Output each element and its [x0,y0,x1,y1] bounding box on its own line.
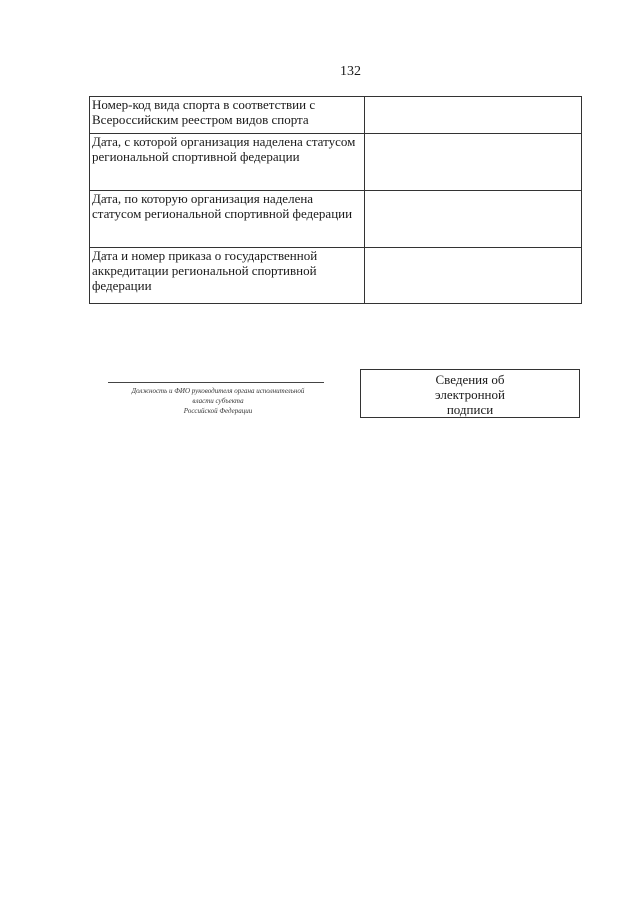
signature-caption-line: Должность и ФИО руководителя органа исполнительной [131,387,305,395]
table-row [90,134,582,191]
electronic-signature-box [360,369,580,418]
row-value [365,248,582,304]
signature-line [108,382,324,383]
row-label: Дата и номер приказа о государственной аккредитации региональной спортивной федерации [90,248,365,304]
page-number: 132 [340,64,361,79]
table-row [90,97,582,134]
esign-line: электронной [435,387,505,402]
row-label: Дата, по которую организация наделена статусом региональной спортивной федерации [90,191,365,248]
row-label: Номер-код вида спорта в соответствии с Всероссийским реестром видов спорта [90,97,365,134]
table-row [90,191,582,248]
row-value [365,191,582,248]
signature-caption [98,386,338,416]
esign-line: подписи [446,402,494,417]
row-value [365,134,582,191]
signature-caption-line: Российской Федерации [183,407,253,415]
signature-caption-line: власти субъекта [192,397,244,405]
table-row [90,248,582,304]
esign-line: Сведения об [435,372,505,387]
row-value [365,97,582,134]
row-label: Дата, с которой организация наделена статусом региональной спортивной федерации [90,134,365,191]
info-table [89,96,582,304]
